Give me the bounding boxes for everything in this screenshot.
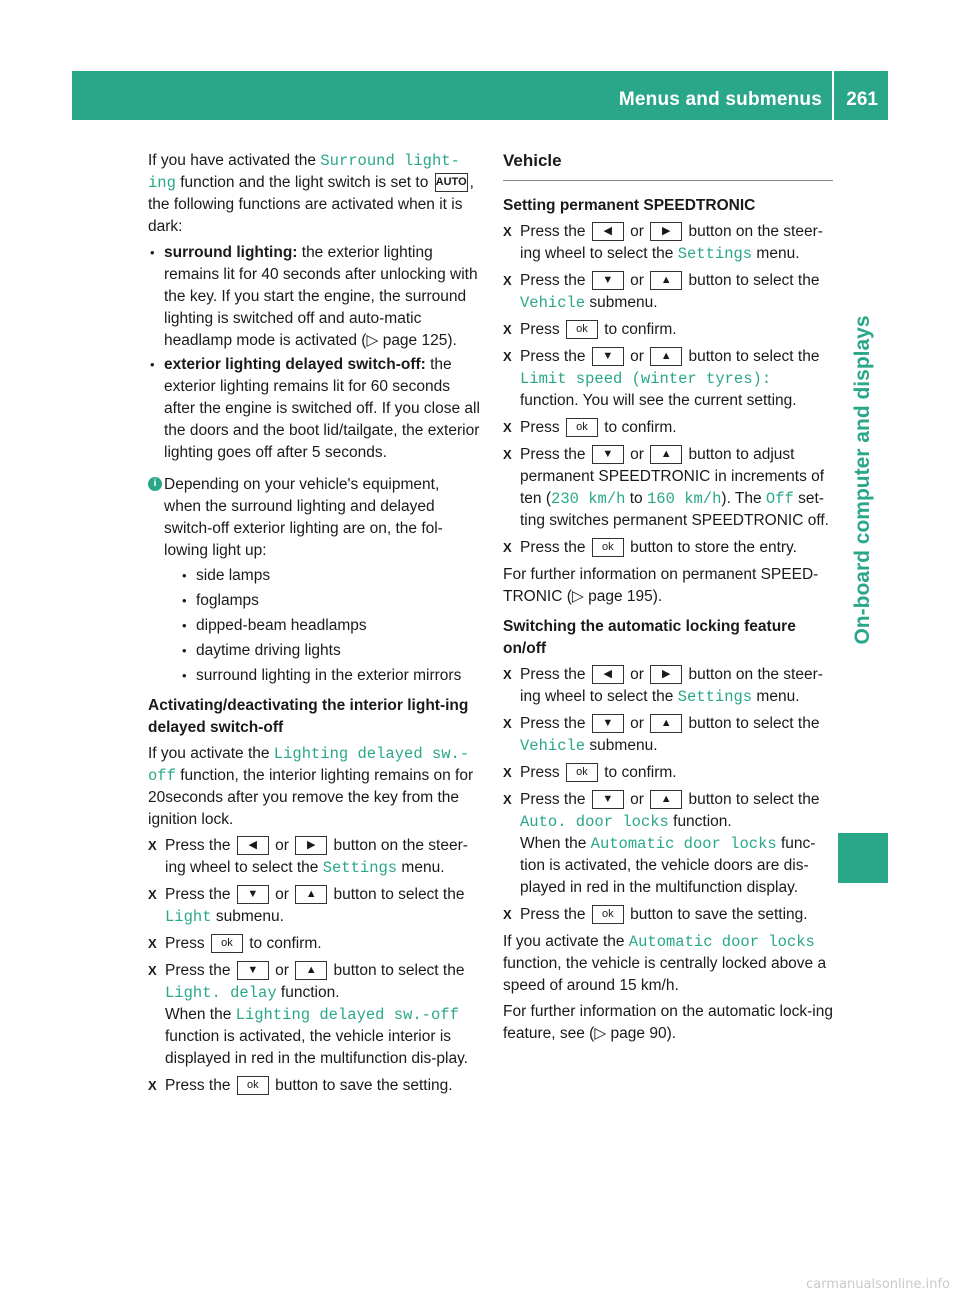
- step: X Press the ▼ or ▲ button to select the Light. delay function. When the Lighting delayed sw.-off function is activated, the vehicle interior is displayed in red in the multifunction dis-play.: [148, 960, 480, 1070]
- down-arrow-icon: ▼: [592, 790, 624, 809]
- step: X Press the ▼ or ▲ button to select the Auto. door locks function. When the Automatic door locks func-tion is activated, the vehicle doors are dis-played in red in the multifunction display.: [503, 789, 833, 899]
- list-item: • exterior lighting delayed switch-off: the exterior lighting remains lit for 60 seconds after the engine is switched off. If you close all the doors and the boot lid/tailgate, the exterior lighting goes off after 5 seconds.: [148, 354, 480, 464]
- side-tab-marker: [838, 833, 888, 883]
- step: X Press the ok button to store the entry.: [503, 537, 833, 559]
- right-arrow-icon: ▶: [650, 222, 682, 241]
- down-arrow-icon: ▼: [592, 347, 624, 366]
- down-arrow-icon: ▼: [592, 271, 624, 290]
- intro-paragraph: If you have activated the Surround light-ing function and the light switch is set to AUTO , the following functions are activated when it is dark:: [148, 152, 474, 235]
- left-arrow-icon: ◀: [592, 665, 624, 684]
- section-heading: Switching the automatic locking feature on/off: [503, 618, 796, 657]
- ok-key-icon: ok: [566, 763, 598, 782]
- step: X Press ok to confirm.: [503, 319, 833, 341]
- up-arrow-icon: ▲: [295, 961, 327, 980]
- step: X Press ok to confirm.: [503, 762, 833, 784]
- up-arrow-icon: ▲: [650, 271, 682, 290]
- ok-key-icon: ok: [211, 934, 243, 953]
- list-item: • surround lighting: the exterior lighting remains lit for 40 seconds after unlocking with the key. If you start the engine, the surround lighting is switched off and auto-matic headlamp mode is activated (▷ page 125).: [148, 242, 480, 352]
- info-icon: i: [148, 477, 162, 491]
- paragraph: For further information on permanent SPEED-TRONIC (▷ page 195).: [503, 566, 819, 605]
- step: X Press the ◀ or ▶ button on the steer-ing wheel to select the Settings menu.: [503, 664, 833, 708]
- left-arrow-icon: ◀: [237, 836, 269, 855]
- header-bar: [72, 71, 888, 120]
- left-column: [148, 150, 480, 1102]
- step: X Press the ok button to save the setting.: [503, 904, 833, 926]
- down-arrow-icon: ▼: [237, 961, 269, 980]
- ok-key-icon: ok: [566, 418, 598, 437]
- step: X Press ok to confirm.: [148, 933, 480, 955]
- section-heading: Setting permanent SPEEDTRONIC: [503, 197, 756, 214]
- step: X Press the ▼ or ▲ button to select the Vehicle submenu.: [503, 713, 833, 757]
- info-note: i Depending on your vehicle's equipment, when the surround lighting and delayed switch-off exterior lighting are on, the fol-lowing light up: • side lamps • foglamps • dipped-beam headlamps • daytime driving lights • surround lighting in the exterior mirrors: [148, 474, 480, 687]
- section-title-vehicle: Vehicle: [503, 150, 833, 181]
- section-heading: Activating/deactivating the interior light-ing delayed switch-off: [148, 697, 469, 736]
- right-column: [503, 150, 833, 1049]
- watermark: carmanualsonline.info: [806, 1277, 950, 1292]
- ok-key-icon: ok: [592, 538, 624, 557]
- step: X Press the ▼ or ▲ button to adjust permanent SPEEDTRONIC in increments of ten (230 km/h to 160 km/h). The Off set-ting switches permanent SPEEDTRONIC off.: [503, 444, 833, 532]
- right-arrow-icon: ▶: [650, 665, 682, 684]
- header-divider: [832, 71, 834, 120]
- paragraph: If you activate the Lighting delayed sw.-off function, the interior lighting remains on for 20seconds after you remove the key from the ignition lock.: [148, 745, 474, 828]
- step: X Press the ▼ or ▲ button to select the Light submenu.: [148, 884, 480, 928]
- step: X Press the ▼ or ▲ button to select the Limit speed (winter tyres): function. You will see the current setting.: [503, 346, 833, 412]
- page-section-title: Menus and submenus: [618, 89, 822, 110]
- down-arrow-icon: ▼: [592, 445, 624, 464]
- left-arrow-icon: ◀: [592, 222, 624, 241]
- step: X Press the ▼ or ▲ button to select the Vehicle submenu.: [503, 270, 833, 314]
- step: X Press the ok button to save the setting.: [148, 1075, 480, 1097]
- step: X Press the ◀ or ▶ button on the steer-ing wheel to select the Settings menu.: [148, 835, 480, 879]
- right-arrow-icon: ▶: [295, 836, 327, 855]
- up-arrow-icon: ▲: [295, 885, 327, 904]
- list-item: • side lamps: [164, 565, 480, 587]
- side-tab-label: On-board computer and displays: [851, 315, 874, 645]
- list-item: • foglamps: [164, 590, 480, 612]
- list-item: • daytime driving lights: [164, 640, 480, 662]
- up-arrow-icon: ▲: [650, 347, 682, 366]
- page-number: 261: [846, 89, 878, 110]
- step: X Press ok to confirm.: [503, 417, 833, 439]
- code-surround-lighting: Surround light-ing: [148, 152, 460, 192]
- paragraph: For further information on the automatic lock-ing feature, see (▷ page 90).: [503, 1003, 833, 1042]
- side-tab: [838, 120, 888, 1210]
- list-item: • dipped-beam headlamps: [164, 615, 480, 637]
- down-arrow-icon: ▼: [592, 714, 624, 733]
- ok-key-icon: ok: [592, 905, 624, 924]
- auto-key-icon: AUTO: [435, 173, 468, 192]
- step: X Press the ◀ or ▶ button on the steer-ing wheel to select the Settings menu.: [503, 221, 833, 265]
- up-arrow-icon: ▲: [650, 790, 682, 809]
- up-arrow-icon: ▲: [650, 714, 682, 733]
- ok-key-icon: ok: [237, 1076, 269, 1095]
- up-arrow-icon: ▲: [650, 445, 682, 464]
- paragraph: If you activate the Automatic door locks function, the vehicle is centrally locked above a speed of around 15 km/h.: [503, 933, 827, 994]
- ok-key-icon: ok: [566, 320, 598, 339]
- list-item: • surround lighting in the exterior mirrors: [164, 665, 480, 687]
- down-arrow-icon: ▼: [237, 885, 269, 904]
